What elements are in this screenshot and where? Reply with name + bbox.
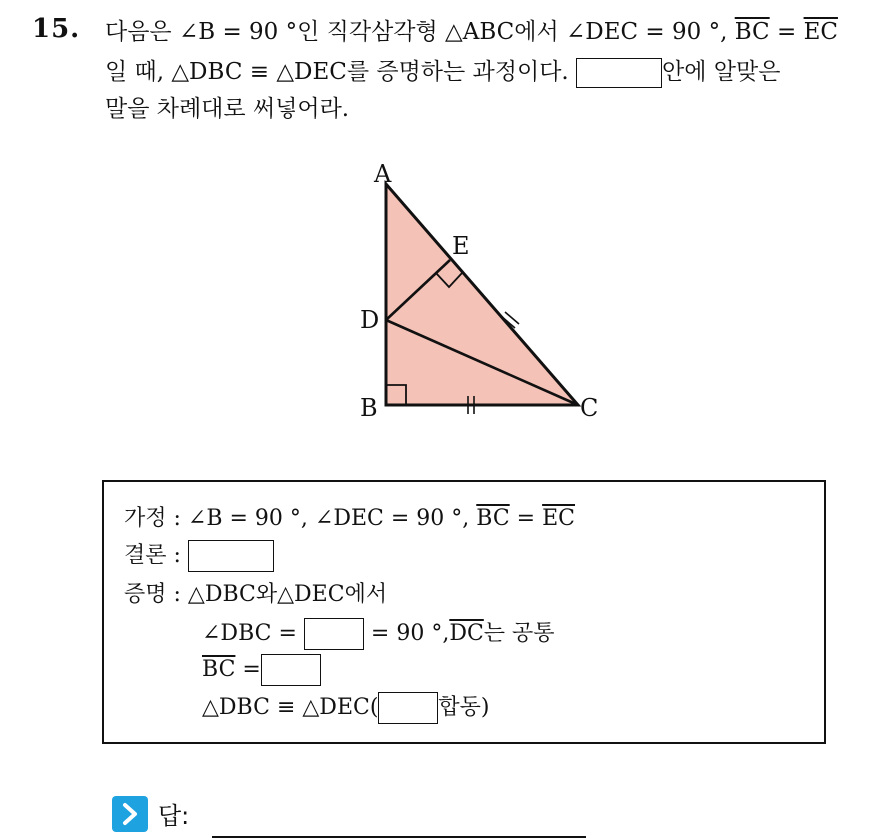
- conclusion-label: 결론 :: [124, 543, 188, 568]
- answer-label: 답:: [158, 802, 190, 830]
- step3-blank[interactable]: [378, 692, 438, 724]
- question-line-2-tail: 안에 알맞은: [662, 59, 781, 85]
- proof-intro-line: [124, 580, 387, 610]
- step1-blank[interactable]: [304, 618, 364, 650]
- proof-label: 증명 :: [124, 582, 188, 607]
- label-d: D: [360, 306, 380, 334]
- question-line-1-text: 다음은 ∠B = 90 °인 직각삼각형 △ABC에서 ∠DEC = 90 °,: [105, 19, 735, 45]
- proof-step-1: [202, 618, 555, 650]
- blank-box-example: [576, 58, 662, 88]
- proof-box: [102, 480, 826, 744]
- answer-arrow-icon: [112, 796, 148, 832]
- proof-intro: △DBC와△DEC에서: [187, 582, 388, 607]
- given-segment-ec: $\overline{EC}$: [542, 506, 576, 531]
- question-number: 15.: [32, 14, 81, 44]
- question-line-2-text: 일 때, △DBC ≡ △DEC를 증명하는 과정이다.: [105, 59, 577, 85]
- given-label: 가정 :: [124, 506, 188, 531]
- equals-sign: =: [769, 19, 804, 45]
- step3-text: △DBC ≡ △DEC(: [202, 695, 379, 720]
- given-text: ∠B = 90 °, ∠DEC = 90 °,: [187, 506, 477, 531]
- label-a: A: [374, 160, 392, 188]
- step2-blank[interactable]: [261, 654, 321, 686]
- step1-text: ∠DBC =: [202, 621, 304, 646]
- given-equals: =: [509, 506, 543, 531]
- proof-step-2: [202, 654, 321, 686]
- question-line-3: 말을 차례대로 써넣어라.: [105, 96, 350, 122]
- triangle-figure: [350, 150, 630, 444]
- proof-step-3: [202, 692, 490, 724]
- question-line-1: [105, 16, 838, 48]
- question-line-2: [105, 56, 780, 88]
- given-segment-bc: $\overline{BC}$: [476, 506, 510, 531]
- label-b: B: [360, 394, 378, 422]
- given-line: [124, 504, 575, 534]
- step3-tail: 합동): [438, 695, 490, 720]
- step2-equals: =: [235, 657, 261, 682]
- conclusion-blank[interactable]: [188, 540, 274, 572]
- step1-tail-text: = 90 °,: [363, 621, 450, 646]
- step1-segment-dc: $\overline{DC}$: [449, 621, 484, 646]
- segment-bc: $\overline{BC}$: [734, 19, 770, 45]
- segment-ec: $\overline{EC}$: [803, 19, 838, 45]
- answer-input-line[interactable]: [212, 836, 586, 838]
- step1-common: 는 공통: [483, 621, 555, 646]
- triangle-diagram: [350, 150, 630, 440]
- conclusion-line: [124, 540, 274, 572]
- label-e: E: [452, 232, 470, 260]
- step2-segment-bc: $\overline{BC}$: [202, 657, 236, 682]
- label-c: C: [580, 394, 599, 422]
